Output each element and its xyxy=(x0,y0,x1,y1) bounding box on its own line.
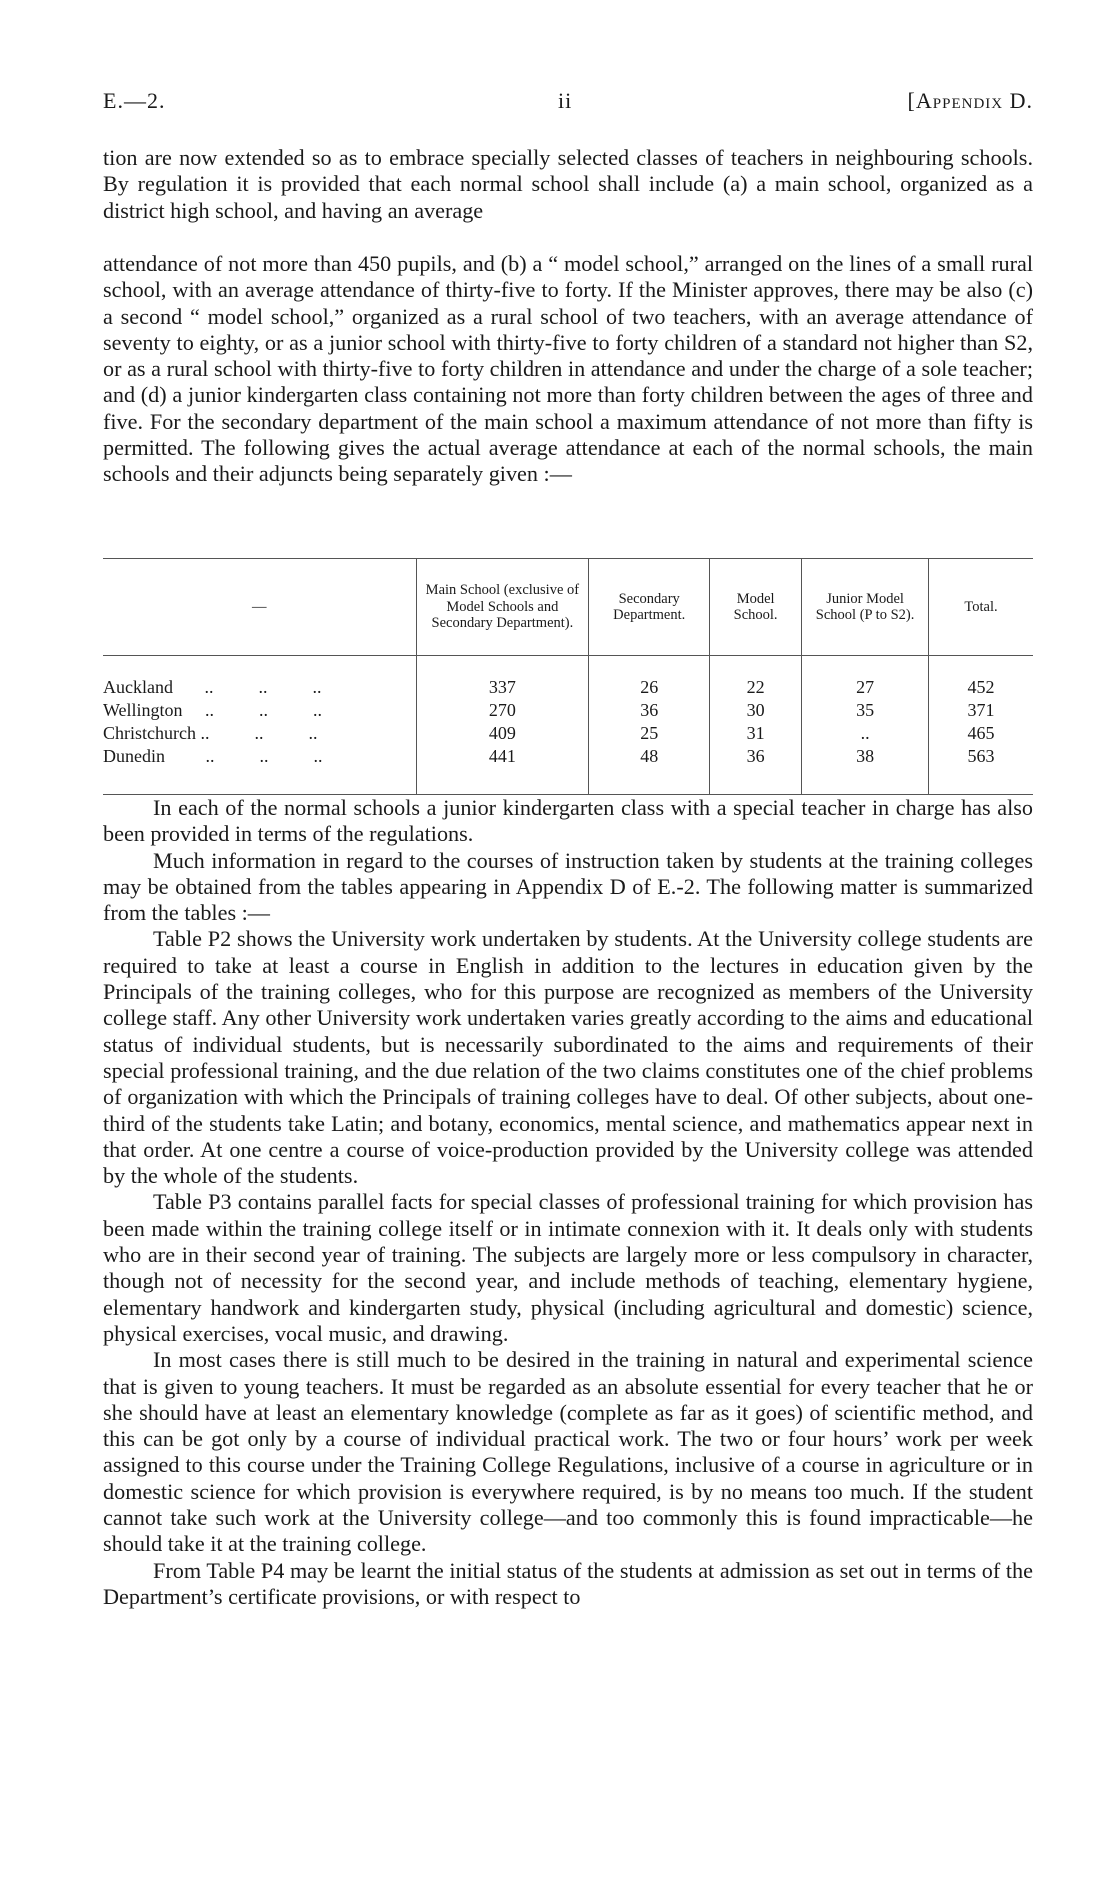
row-label: Auckland .. .. .. xyxy=(103,677,322,697)
table-cell: 337 xyxy=(416,676,589,699)
row-label: Wellington .. .. .. xyxy=(103,700,323,720)
table-cell: 409 xyxy=(416,722,589,745)
paragraph: In most cases there is still much to be desired in the training in natural and experimental science that is given to young teachers. It must be regarded as an absolute essential for every teacher that he or she should have at least an elementary knowledge (complete as far as it goes) of scientific method, and this can be got only by a course of individual practical work. The two or four hours’ work per week assigned to this course under the Training College Regulations, inclusive of a course in agriculture or in domestic science for which provision is everywhere required, is by no means too much. If the student cannot take such work at the University college—and too commonly this is found impracticable—he should take it at the training college. xyxy=(103,1347,1033,1557)
row-label: Dunedin .. .. .. xyxy=(103,746,323,766)
paragraph: attendance of not more than 450 pupils, and (b) a “ model school,” arranged on the lines of a small rural school, with an average attendance of thirty-five to forty. If the Minister approves, there may be also (c) a second “ model school,” organized as a rural school of two teachers, with an average attendance of seventy to eighty, or as a junior school with thirty-five to forty children of a standard not higher than S2, or as a rural school with thirty-five to forty children in attendance and under the charge of a sole teacher; and (d) a junior kindergarten class containing not more than forty children between the ages of three and five. For the secondary department of the main school a maximum attendance of not more than fifty is permitted. The following gives the actual average attendance at each of the normal schools, the main schools and their adjuncts being separately given :— xyxy=(103,251,1033,487)
running-header xyxy=(103,88,1033,118)
text-block-after-table xyxy=(103,795,1033,1610)
spacer-row xyxy=(103,768,1033,795)
paragraph: Much information in regard to the courses of instruction taken by students at the training colleges may be obtained from the tables appearing in Appendix D of E.-2. The following matter is summarized from the tables :— xyxy=(103,847,1033,926)
table-cell: 35 xyxy=(802,699,929,722)
header-cell: Total. xyxy=(929,559,1033,656)
table-cell: 25 xyxy=(589,722,710,745)
header-cell: Main School (exclusive of Model Schools and Secondary Department). xyxy=(416,559,589,656)
table-header-row xyxy=(103,559,1033,656)
table-cell: 31 xyxy=(710,722,802,745)
page-number: ii xyxy=(558,88,573,113)
table-cell: 30 xyxy=(710,699,802,722)
table-cell: 36 xyxy=(710,745,802,768)
header-right: [Appendix D. xyxy=(907,88,1033,113)
header-cell: — xyxy=(103,559,416,656)
table-cell: 22 xyxy=(710,676,802,699)
table-cell: 563 xyxy=(929,745,1033,768)
spacer-row xyxy=(103,656,1033,677)
table-cell: 465 xyxy=(929,722,1033,745)
paragraph: Table P3 contains parallel facts for special classes of professional training for which provision has been made within the training college itself or in intimate connexion with it. It deals only with students who are in their second year of training. The subjects are largely more or less compulsory in character, though not of necessity for the second year, and include methods of teaching, elementary hygiene, elementary handwork and kindergarten study, physical (including agricultural and domestic) science, physical exercises, vocal music, and drawing. xyxy=(103,1189,1033,1346)
table-cell: 441 xyxy=(416,745,589,768)
table-cell: 27 xyxy=(802,676,929,699)
table-row xyxy=(103,745,1033,768)
paragraph: From Table P4 may be learnt the initial status of the students at admission as set out in terms of the Department’s certificate provisions, or with respect to xyxy=(103,1557,1033,1609)
table-cell: 371 xyxy=(929,699,1033,722)
attendance-table xyxy=(103,558,1033,795)
table-row xyxy=(103,722,1033,745)
text-block-top xyxy=(103,145,1033,224)
header-cell: Model School. xyxy=(710,559,802,656)
table-row xyxy=(103,699,1033,722)
header-left: E.—2. xyxy=(103,88,166,113)
header-cell: Junior Model School (P to S2). xyxy=(802,559,929,656)
header-cell: Secondary Department. xyxy=(589,559,710,656)
table-cell: 26 xyxy=(589,676,710,699)
paragraph: tion are now extended so as to embrace specially selected classes of teachers in neighbouring schools. By regulation it is provided that each normal school shall include (a) a main school, organized as a district high school, and having an average xyxy=(103,145,1033,223)
table-cell: 38 xyxy=(802,745,929,768)
text-block-before-table xyxy=(103,251,1033,488)
table-cell: 452 xyxy=(929,676,1033,699)
table-cell: 36 xyxy=(589,699,710,722)
paragraph: In each of the normal schools a junior kindergarten class with a special teacher in charge has also been provided in terms of the regulations. xyxy=(103,795,1033,847)
table-cell: 270 xyxy=(416,699,589,722)
table-row xyxy=(103,676,1033,699)
paragraph: Table P2 shows the University work undertaken by students. At the University college students are required to take at least a course in English in addition to the lectures in education given by the Principals of the training colleges, who for this purpose are recognized as members of the University college staff. Any other University work undertaken varies greatly according to the aims and educational status of individual students, but is necessarily subordinated to the aims and requirements of their special professional training, and the due relation of the two claims constitutes one of the chief problems of organization with which the Principals of training colleges have to deal. Of other subjects, about one-third of the students take Latin; and botany, economics, mental science, and mathematics appear next in that order. At one centre a course of voice-production provided by the University college was attended by the whole of the students. xyxy=(103,926,1033,1189)
table-cell: 48 xyxy=(589,745,710,768)
row-label: Christchurch .. .. .. xyxy=(103,723,318,743)
table-cell: .. xyxy=(802,722,929,745)
